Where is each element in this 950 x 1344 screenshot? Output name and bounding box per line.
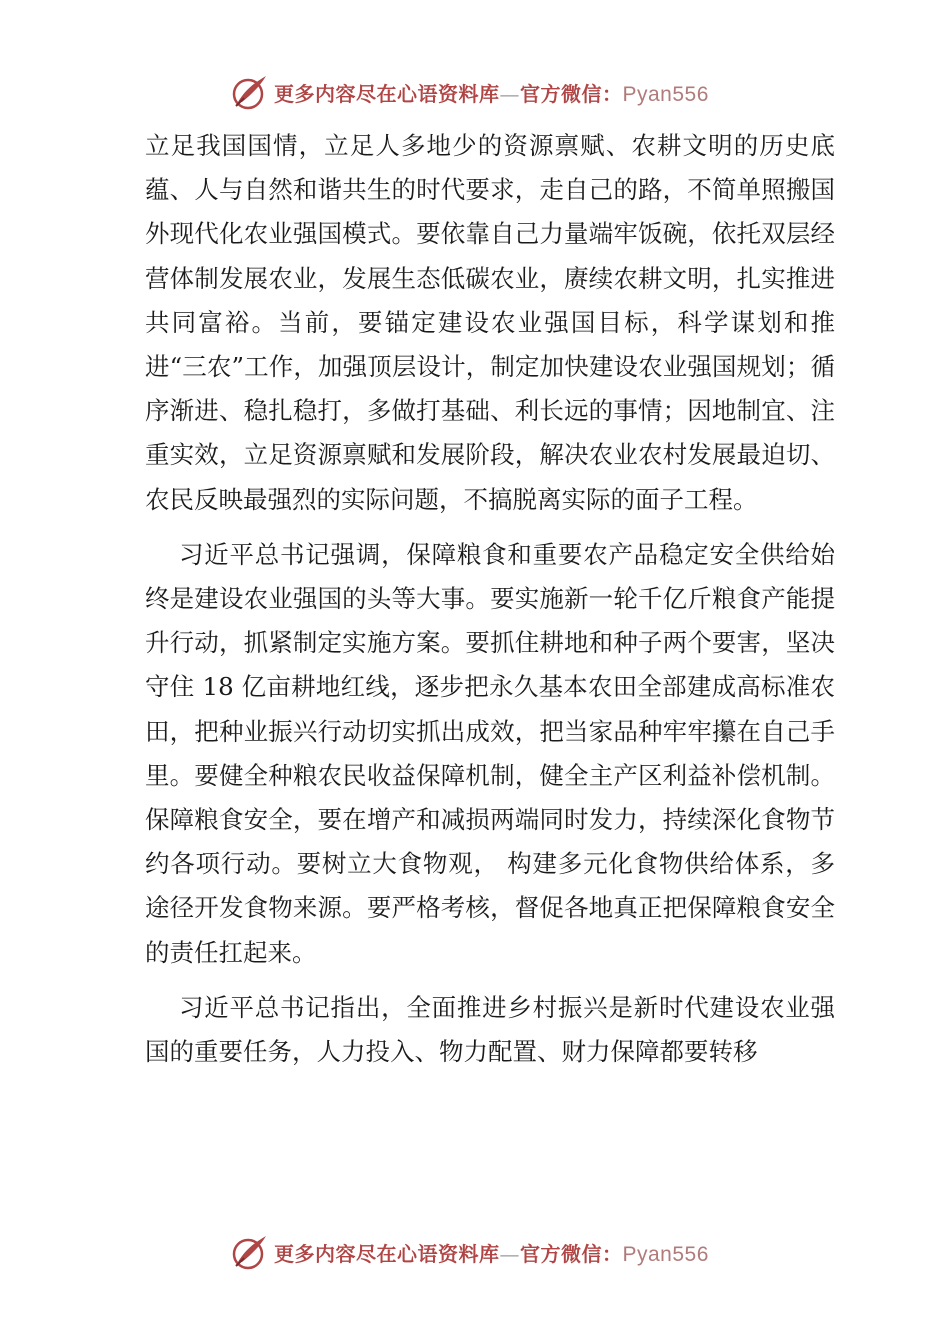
quill-logo-icon — [230, 72, 270, 112]
footer-banner-text — [274, 1238, 709, 1267]
document-body — [145, 124, 835, 1085]
paragraph: 习近平总书记指出，全面推进乡村振兴是新时代建设农业强国的重要任务，人力投入、物力配置、财力保障都要转移 — [145, 992, 835, 1067]
header-banner-text — [274, 78, 709, 107]
quill-logo-icon — [230, 1232, 270, 1272]
header-banner-label: 官方微信： — [520, 81, 623, 106]
header-banner-dash: — — [499, 81, 520, 106]
paragraph: 立足我国国情，立足人多地少的资源禀赋、农耕文明的历史底蕴、人与自然和谐共生的时代要求，走自己的路，不简单照搬国外现代化农业强国模式。要依靠自己力量端牢饭碗，依托双层经营体制发展农业，发展生态低碳农业，赓续农耕文明，扎实推进共同富裕。当前，要锚定建设农业强国目标，科学谋划和推进“三农”工作，加强顶层设计，制定加快建设农业强国规划；循序渐进、稳扎稳打，多做打基础、利长远的事情；因地制宜、注重实效，立足资源禀赋和发展阶段，解决农业农村发展最迫切、农民反映最强烈的实际问题，不搞脱离实际的面子工程。 — [145, 131, 835, 514]
footer-banner-title: 更多内容尽在心语资料库 — [274, 1241, 500, 1266]
footer-wechat-id: Pyan556 — [622, 1242, 709, 1266]
header-banner — [230, 70, 730, 114]
footer-banner-label: 官方微信： — [520, 1241, 623, 1266]
paragraph: 习近平总书记强调，保障粮食和重要农产品稳定安全供给始终是建设农业强国的头等大事。要实施新一轮千亿斤粮食产能提升行动，抓紧制定实施方案。要抓住耕地和种子两个要害，坚决守住 18 亿亩耕地红线，逐步把永久基本农田全部建成高标准农田，把种业振兴行动切实抓出成效，把当家品种牢牢攥在自己手里。要健全种粮农民收益保障机制，健全主产区利益补偿机制。保障粮食安全，要在增产和减损两端同时发力，持续深化食物节约各项行动。要树立大食物观， 构建多元化食物供给体系，多途径开发食物来源。要严格考核，督促各地真正把保障粮食安全的责任扛起来。 — [145, 539, 835, 967]
header-wechat-id: Pyan556 — [622, 82, 709, 106]
footer-banner — [230, 1230, 730, 1274]
header-banner-title: 更多内容尽在心语资料库 — [274, 81, 500, 106]
footer-banner-dash: — — [499, 1241, 520, 1266]
